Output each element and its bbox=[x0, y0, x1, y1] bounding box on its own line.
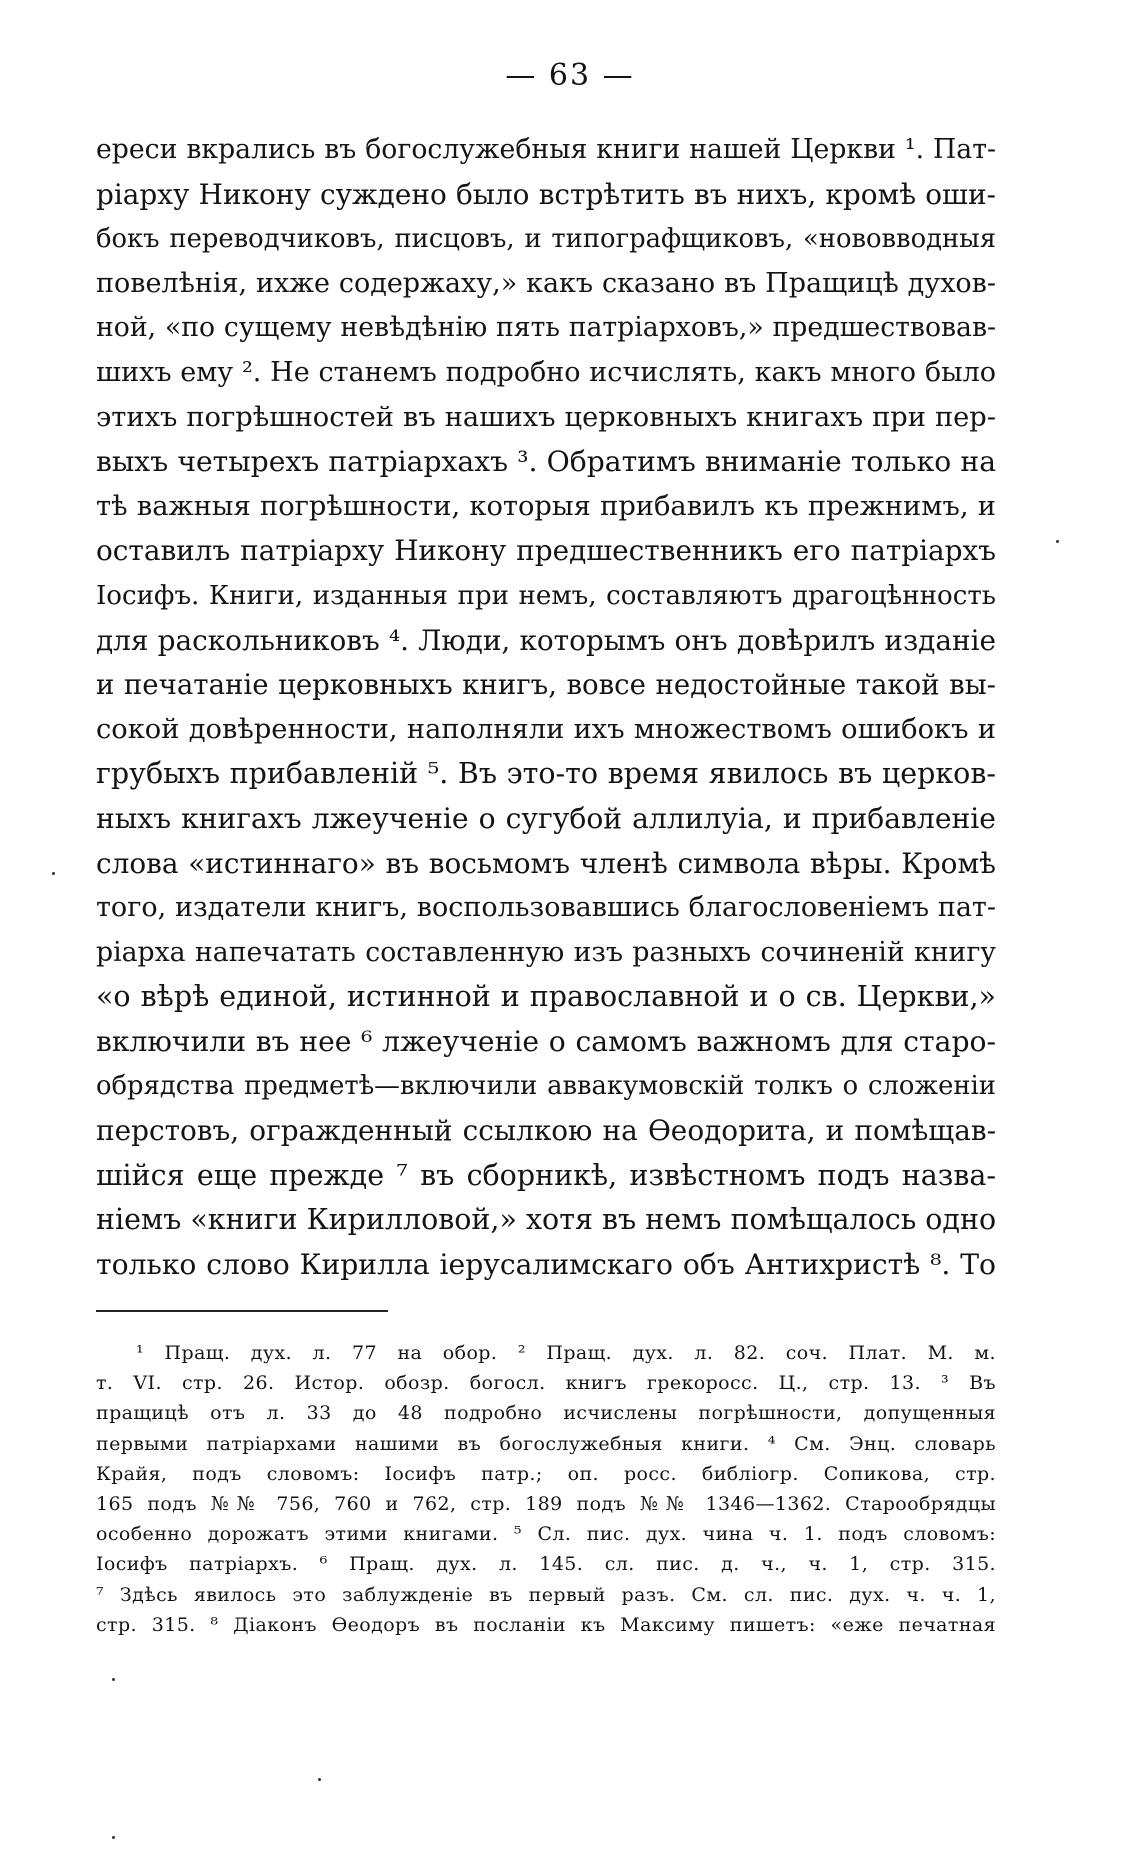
footnote-line: пращицѣ отъ л. 33 до 48 подробно исчислены погрѣшности, допущенныя bbox=[96, 1402, 996, 1425]
scan-speck bbox=[112, 1836, 115, 1839]
footnote-line: стр. 315. ⁸ Діаконъ Ѳеодоръ въ посланіи къ Максиму пишетъ: «еже печатная bbox=[96, 1613, 996, 1636]
text-line: шихъ ему ². Не станемъ подробно исчислять, какъ много было bbox=[96, 356, 996, 388]
text-line: ріарху Никону суждено было встрѣтить въ нихъ, кромѣ оши- bbox=[96, 177, 996, 211]
footnote-line: Іосифъ патріархъ. ⁶ Пращ. дух. л. 145. сл. пис. д. ч., ч. 1, стр. 315. bbox=[96, 1553, 996, 1576]
text-line: ной, «по сущему невѣдѣнію пять патріарховъ,» предшествовав- bbox=[96, 312, 996, 344]
main-text bbox=[96, 128, 996, 1287]
text-line: ніемъ «книги Кирилловой,» хотя въ немъ помѣщалось одно bbox=[96, 1203, 997, 1237]
footnote-line: особенно дорожатъ этими книгами. ⁵ Сл. пис. дух. чина ч. 1. подъ словомъ: bbox=[96, 1523, 996, 1546]
scan-speck bbox=[1056, 540, 1059, 543]
text-line: для раскольниковъ ⁴. Люди, которымъ онъ довѣрилъ изданіе bbox=[96, 623, 996, 657]
text-line: этихъ погрѣшностей въ нашихъ церковныхъ книгахъ при пер- bbox=[96, 401, 996, 433]
text-line: слова «истиннаго» въ восьмомъ членѣ символа вѣры. Кромѣ bbox=[96, 846, 996, 880]
scan-speck bbox=[52, 872, 55, 875]
text-line: Іосифъ. Книги, изданныя при немъ, составляютъ драгоцѣнность bbox=[96, 580, 996, 611]
footnotes bbox=[96, 1338, 996, 1640]
footnote-line: первыми патріархами нашими въ богослужебныя книги. ⁴ См. Энц. словарь bbox=[96, 1432, 996, 1455]
scan-speck bbox=[318, 1778, 321, 1781]
text-line: того, издатели книгъ, воспользовавшись благословеніемъ пат- bbox=[96, 892, 996, 924]
footnote-divider bbox=[96, 1310, 388, 1312]
text-line: ріарха напечатать составленную изъ разныхъ сочиненій книгу bbox=[96, 936, 996, 968]
footnote-line: 165 подъ №№ 756, 760 и 762, стр. 189 подъ №№ 1346—1362. Старообрядцы bbox=[96, 1492, 996, 1515]
footnote-line: т. VI. стр. 26. Истор. обозр. богосл. книгъ грекоросс. Ц., стр. 13. ³ Въ bbox=[96, 1372, 996, 1395]
text-line: ереси вкрались въ богослужебныя книги нашей Церкви ¹. Пат- bbox=[96, 134, 996, 165]
scan-speck bbox=[112, 1678, 115, 1681]
text-line: грубыхъ прибавленій ⁵. Въ это-то время явилось въ церков- bbox=[96, 757, 996, 791]
text-line: перстовъ, огражденный ссылкою на Ѳеодорита, и помѣщав- bbox=[96, 1114, 996, 1148]
text-line: сокой довѣренности, наполняли ихъ множествомъ ошибокъ и bbox=[96, 713, 996, 745]
text-line: «о вѣрѣ единой, истинной и православной и о св. Церкви,» bbox=[96, 980, 996, 1014]
text-line: только слово Кирилла іерусалимскаго объ Антихристѣ ⁸. То bbox=[96, 1247, 996, 1281]
text-line: и печатаніе церковныхъ книгъ, вовсе недостойные такой вы- bbox=[96, 668, 996, 702]
text-line: бокъ переводчиковъ, писцовъ, и типографщиковъ, «нововводныя bbox=[96, 224, 996, 255]
text-line: обрядства предметѣ—включили аввакумовскій толкъ о сложеніи bbox=[96, 1071, 996, 1102]
text-line: оставилъ патріарху Никону предшественникъ его патріархъ bbox=[96, 534, 996, 568]
text-line: выхъ четырехъ патріархахъ ³. Обратимъ вниманіе только на bbox=[96, 445, 996, 479]
text-line: ныхъ книгахъ лжеученіе о сугубой аллилуіа, и прибавленіе bbox=[96, 801, 996, 835]
text-line: шійся еще прежде ⁷ въ сборникѣ, извѣстномъ подъ назва- bbox=[96, 1158, 996, 1192]
text-line: включили въ нее ⁶ лжеученіе о самомъ важномъ для старо- bbox=[96, 1024, 996, 1058]
footnote-line: ⁷ Здѣсь явилось это заблужденіе въ первый разъ. См. сл. пис. дух. ч. ч. 1, bbox=[96, 1583, 996, 1606]
text-line: тѣ важныя погрѣшности, которыя прибавилъ къ прежнимъ, и bbox=[96, 490, 996, 522]
footnote-line: Крайя, подъ словомъ: Іосифъ патр.; оп. росс. библіогр. Сопикова, стр. bbox=[96, 1462, 996, 1485]
text-line: повелѣнія, ихже содержаху,» какъ сказано въ Пращицѣ духов- bbox=[96, 267, 996, 299]
footnote-line: ¹ Пращ. дух. л. 77 на обор. ² Пращ. дух. л. 82. соч. Плат. М. м. bbox=[136, 1342, 996, 1364]
page-number: — 63 — bbox=[505, 58, 635, 93]
